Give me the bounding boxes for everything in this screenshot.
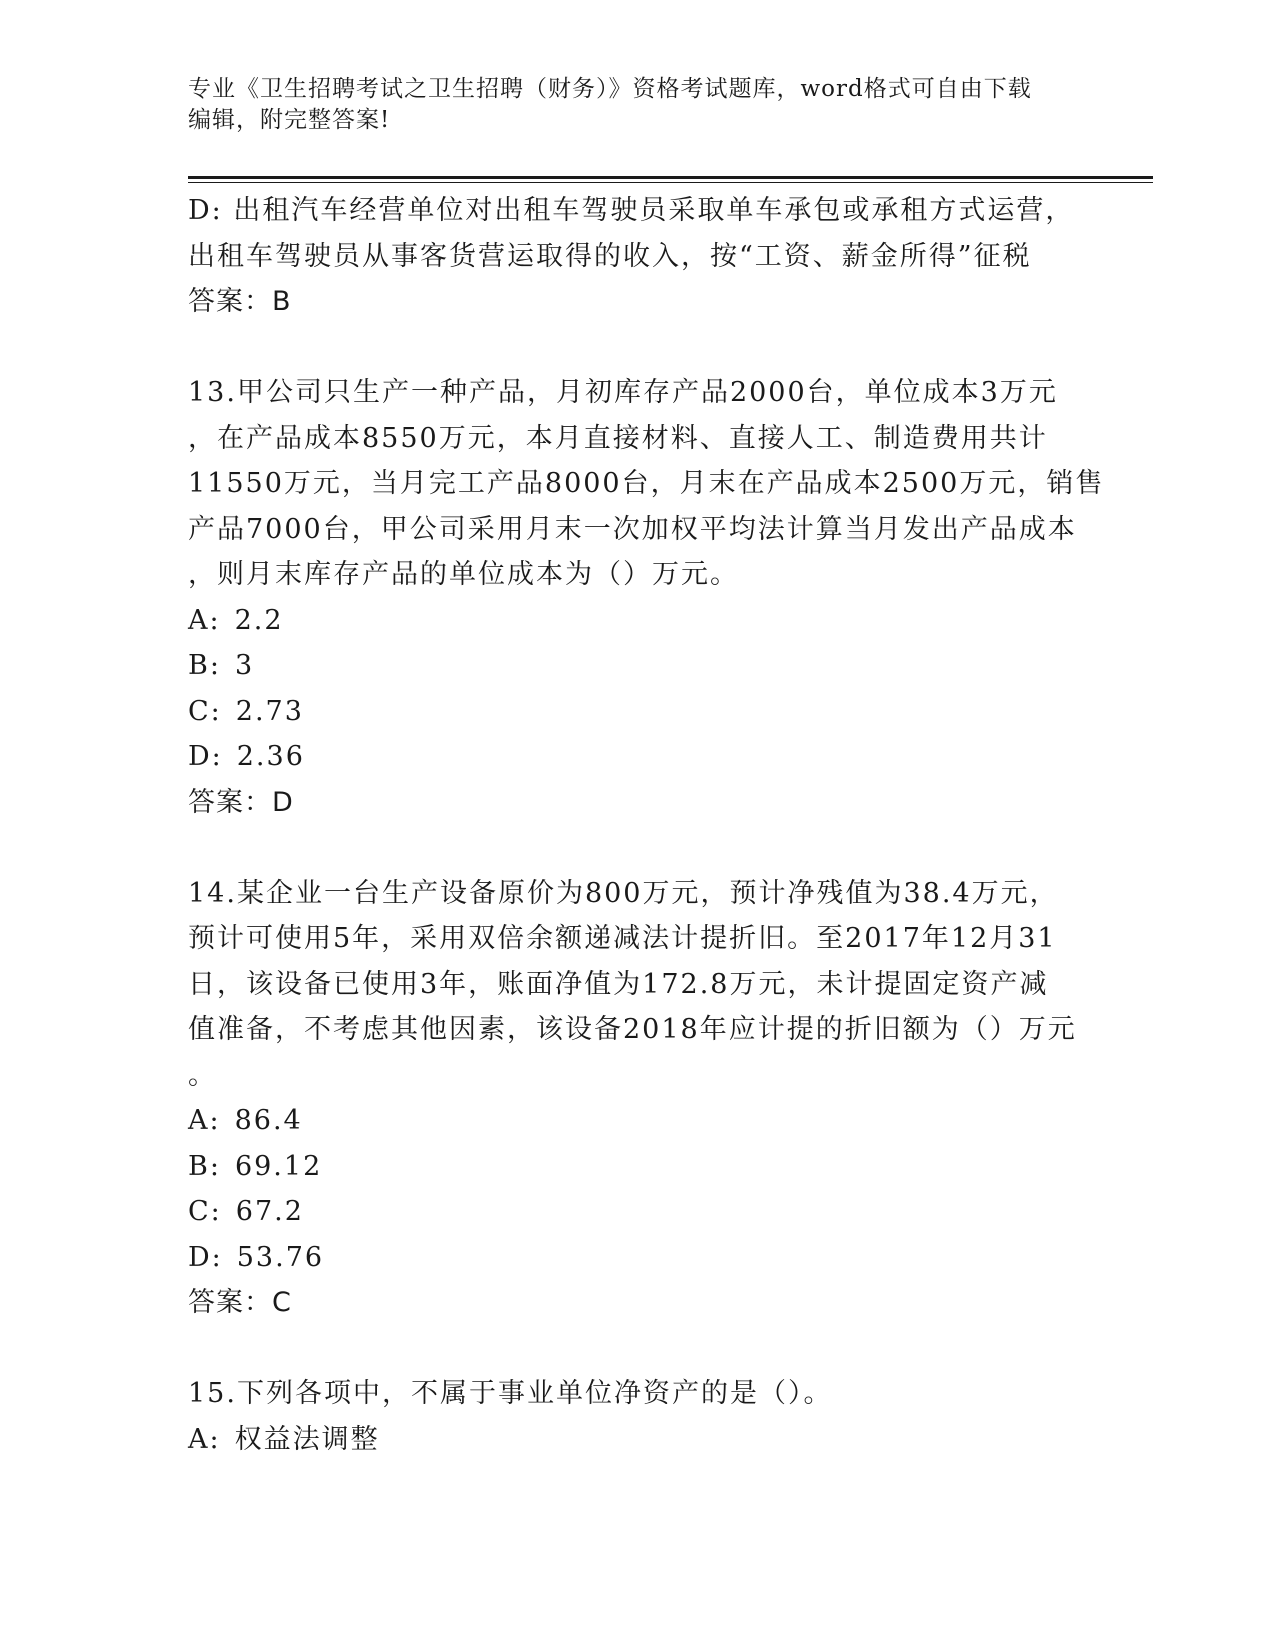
option-value: 53.76 <box>236 1241 325 1273</box>
q13-option-a <box>188 598 1078 644</box>
q13-stem-line: ，则月末库存产品的单位成本为（）万元。 <box>188 559 739 590</box>
q14-option-c <box>188 1189 1078 1235</box>
q14-stem-line: 预计可使用5年，采用双倍余额递减法计提折旧。至2017年12月31 <box>188 923 1057 954</box>
q13-answer: 答案：D <box>188 786 294 818</box>
q15-option-a <box>188 1417 1078 1463</box>
option-value: 86.4 <box>234 1105 303 1136</box>
q12-option-d-line-1: D: 出租汽车经营单位对出租车驾驶员采取单车承包或承租方式运营， <box>188 195 1075 226</box>
header-divider-thin <box>188 182 1153 183</box>
option-value: 67.2 <box>235 1196 304 1227</box>
q13-option-b <box>188 643 1078 689</box>
option-value: 2.36 <box>236 741 305 772</box>
header-divider-thick <box>188 176 1153 179</box>
q12-option-d-line-2: 出租车驾驶员从事客货营运取得的收入，按“工资、薪金所得”征税 <box>188 240 1032 272</box>
question-14 <box>188 871 1078 1326</box>
q12-answer: 答案：B <box>188 286 292 317</box>
q15-stem-line: 15.下列各项中，不属于事业单位净资产的是（）。 <box>188 1378 833 1409</box>
q13-stem-line: 产品7000台，甲公司采用月末一次加权平均法计算当月发出产品成本 <box>188 513 1077 545</box>
spacer <box>188 325 1078 371</box>
q14-stem-line: 14.某企业一台生产设备原价为800万元，预计净残值为38.4万元， <box>188 877 1059 909</box>
header-line-1: 专业《卫生招聘考试之卫生招聘（财务）》资格考试题库，word格式可自由下载 <box>188 76 1032 102</box>
q13-stem-line: ，在产品成本8550万元，本月直接材料、直接人工、制造费用共计 <box>188 422 1048 454</box>
option-key: C: <box>188 695 222 727</box>
spacer <box>188 825 1078 871</box>
option-key: D: <box>188 741 223 772</box>
option-value: 3 <box>234 650 255 681</box>
q14-option-a <box>188 1098 1078 1144</box>
q14-stem-line: 。 <box>188 1059 217 1091</box>
option-key: D: <box>188 1241 223 1273</box>
header-line-2: 编辑，附完整答案! <box>188 107 391 133</box>
q14-stem-line: 日，该设备已使用3年，账面净值为172.8万元，未计提固定资产减 <box>188 968 1049 1000</box>
q14-stem-line: 值准备，不考虑其他因素，该设备2018年应计提的折旧额为（）万元 <box>188 1014 1077 1045</box>
option-value: 69.12 <box>234 1150 323 1182</box>
option-key: B: <box>188 1150 221 1182</box>
q14-answer: 答案：C <box>188 1287 292 1318</box>
option-key: B: <box>188 650 221 681</box>
option-value: 2.73 <box>235 695 304 727</box>
option-key: A: <box>188 1105 221 1136</box>
q13-option-c <box>188 689 1078 735</box>
question-12-tail <box>188 188 1078 325</box>
document-header <box>188 74 1068 136</box>
document-body <box>188 188 1105 1462</box>
spacer <box>188 1326 1078 1372</box>
question-15 <box>188 1371 1078 1462</box>
option-key: A: <box>188 1423 221 1455</box>
q13-stem-line: 11550万元，当月完工产品8000台，月末在产品成本2500万元，销售 <box>188 468 1105 499</box>
option-key: C: <box>188 1196 222 1227</box>
option-value: 2.2 <box>234 604 284 636</box>
option-value: 权益法调整 <box>234 1423 380 1455</box>
q14-option-d <box>188 1235 1078 1281</box>
option-key: A: <box>188 604 221 636</box>
q13-stem-line: 13.甲公司只生产一种产品，月初库存产品2000台，单位成本3万元 <box>188 377 1058 408</box>
question-13 <box>188 370 1105 825</box>
q13-option-d <box>188 734 1078 780</box>
q14-option-b <box>188 1144 1078 1190</box>
